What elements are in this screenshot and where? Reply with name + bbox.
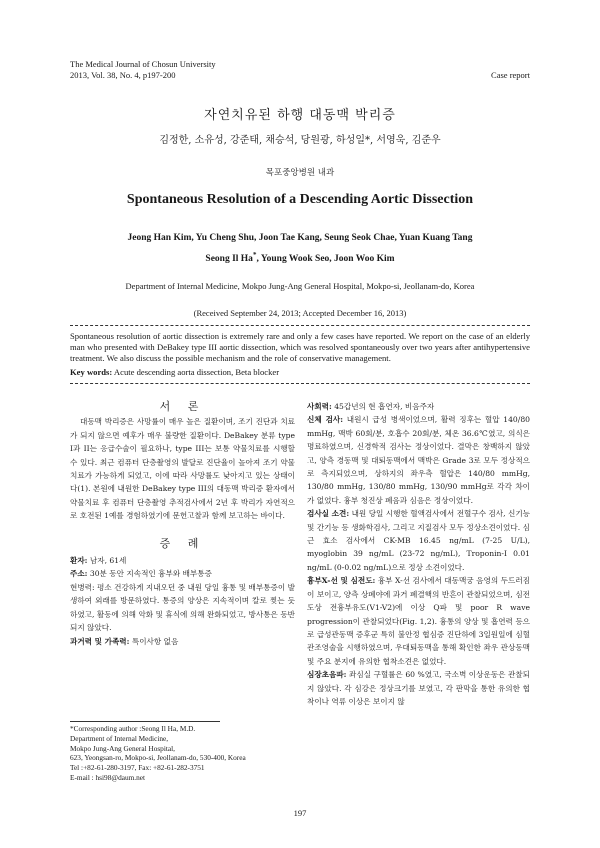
author-remaining: , Young Wook Seo, Joon Woo Kim [256,254,395,265]
physical-exam [307,413,530,507]
xray-ecg-findings [307,574,530,668]
social-history-text: 45갑년의 현 흡연자, 비음주자 [331,402,435,411]
footnote-email[interactable]: E-mail : hsi98@daum.net [70,772,146,782]
physical-exam-label: 신체 검사: [307,415,344,425]
footnote-line: Department of Internal Medicine, [70,733,169,743]
patient-text: 남자, 61세 [87,556,127,566]
past-history-text: 특이사항 없음 [129,636,179,646]
abstract: Spontaneous resolution of aortic dissection is extremely rare and only a few cases have reported. We report on the case of an elderly man who presented with DeBakey type III aortic dissection, which was resolved spontaneously over two years after antihypertensive treatment. We also discuss the possible mechanism and the role of conservative management. [70,331,530,364]
keywords-label: Key words: [70,367,113,377]
physical-exam-text: 내원시 급성 병색이었으며, 활력 징후는 혈압 140/80 mmHg, 맥박 60회/분, 호흡수 20회/분, 체온 36.6℃였고, 의식은 명료하였으며, 신경학적 검사는 정상이었다. 결막은 창백하지 않았고, 양측 경동맥 및 대퇴동맥에서 맥박은 Grade 3로 모두 정상적으로 측지되었으며, 상하지의 좌우측 혈압은 140/80 mmHg, 130/80 mmHg, 130/80 mmHg, 130/90 mmHg로 각각 차이가 없었다. 흉부 청진상 폐음과 심음은 정상이었다. [307,415,530,505]
dashed-divider [70,383,530,384]
department-korean: 목포중앙병원 내과 [265,168,335,178]
affiliation-english: Department of Internal Medicine, Mokpo Jung-Ang General Hospital, Mokpo-si, Jeollanam-do, Korea [125,281,475,291]
volume-info: 2013, Vol. 38, No. 4, p197-200 [70,70,176,80]
authors-english-line1: Jeong Han Kim, Yu Cheng Shu, Joon Tae Kang, Seung Seok Chae, Yuan Kuang Tang [127,233,473,243]
patient-line [70,554,295,567]
article-type: Case report [491,70,530,80]
lab-findings-text: 내원 당일 시행한 혈액검사에서 전혈구수 검사, 신기능 및 간기능 등 생화학검사, 그리고 지질검사 모두 정상소견이었다. 심근 효소 검사에서 CK-MB 16.45 ng/mL (7-25 U/L), myoglobin 39 ng/mL (23-72 ng/mL), Troponin-I 0.01 ng/mL (0-0.02 ng/mL)으로 정상 소견이었다. [307,509,530,572]
past-history-line [70,635,295,648]
corresponding-mark: * [252,251,257,259]
authors-english-line2 [100,247,500,268]
received-dates: (Received September 24, 2013; Accepted December 16, 2013) [193,308,407,318]
patient-label: 환자: [70,556,88,566]
footnote-rule [70,721,220,722]
footnote-line: Tel :+82-61-280-3197, Fax: +82-61-282-3751 [70,763,205,773]
xray-ecg-label: 흉부X-선 및 심전도: [307,576,376,586]
chief-complaint-text: 30분 동안 지속적인 흉부와 배부통증 [87,569,212,579]
right-column [307,400,530,708]
present-illness: 현병력: 평소 건강하게 지내오던 중 내원 당일 흉통 및 배부통증이 발생하여 외래를 방문하였다. 통증의 양상은 지속적이며 칼로 찢는 듯 하였고, 활동에 의해 악화 및 휴식에 의해 완화되었고, 방사통은 동반되지 않았다. [70,582,295,633]
footnote-line: Mokpo Jung-Ang General Hospital, [70,743,175,753]
authors-korean: 김정한, 소유성, 강준태, 채승석, 당원광, 하성일*, 서영욱, 김준우 [159,135,441,146]
lab-findings [307,507,530,574]
introduction-text: 대동맥 박리증은 사망률이 매우 높은 질환이며, 조기 진단과 치료가 되지 않으면 예후가 매우 불량한 질환이다. DeBakey 분류 type I과 II는 응급수술이 필요하나, type III는 보통 약물치료를 시행할 수 있다. 최근 컴퓨터 단층촬영의 발달로 진단율이 높아져 조기 약물치료가 가능하게 되었고, 이에 따라 사망률도 낮아지고 있는 상태이다(1). 본원에 내원한 DeBakey type III의 대동맥 박리증 환자에서 약물치료 후 컴퓨터 단층촬영 추적검사에서 2년 후 박리가 자연적으로 호전된 1예를 경험하였기에 문헌고찰과 함께 보고하는 바이다. [70,417,295,521]
corresponding-author-footnote [70,724,300,783]
authors-english [100,230,500,268]
echo-label: 심장초음파: [307,670,347,680]
social-history-label: 사회력: [307,402,332,411]
footnote-line: *Corresponding author :Seong Il Ha, M.D. [70,724,196,733]
chief-complaint-label: 주소: [70,569,88,579]
past-history-label: 과거력 및 가족력: [70,636,130,646]
footnote-line: 623, Yeongsan-ro, Mokpo-si, Jeollanam-do, 530-400, Korea [70,753,246,763]
keywords-text: Acute descending aorta dissection, Beta blocker [112,367,280,377]
social-history-line [307,400,530,413]
section-heading-case: 증 례 [159,536,206,550]
title-korean: 자연치유된 하행 대동맥 박리증 [204,108,396,123]
section-heading-introduction: 서 론 [159,400,206,413]
title-english: Spontaneous Resolution of a Descending Aortic Dissection [126,192,474,207]
author-corresponding: Seong Il Ha [205,254,253,265]
echo-text: 좌심실 구혈률은 60 %였고, 국소벽 이상운동은 관찰되지 않았다. 각 심강은 정상크기를 보였고, 각 판막을 통한 유의한 협착이나 역류 이상은 보이지 않 [307,670,530,706]
xray-ecg-text: 흉부 X-선 검사에서 대동맥궁 음영의 두드러짐이 보이고, 양측 상폐야에 과거 폐결핵의 반흔이 관찰되었으며, 심전도상 전흉부유도(V1-V2)에 이상 Q파 및 poor R wave progression이 관찰되었다(Fig. 1,2). 흉통의 양상 및 흡연력 등으로 급성관동맥 증후군 특히 불안정 협심증 진단하에 3일원일에 심혈관조영술을 시행하였으며, 우대퇴동맥을 통해 확인한 좌우 관상동맥 및 주요 분지에 유의한 협착소견은 없었다. [307,576,530,666]
left-column [70,400,295,648]
journal-name: The Medical Journal of Chosun University [70,59,216,69]
chief-complaint-line [70,567,295,580]
page-number: 197 [293,808,307,818]
lab-findings-label: 검사실 소견: [307,509,350,519]
dashed-divider [70,325,530,326]
keywords [70,367,530,377]
echo-findings [307,668,530,708]
